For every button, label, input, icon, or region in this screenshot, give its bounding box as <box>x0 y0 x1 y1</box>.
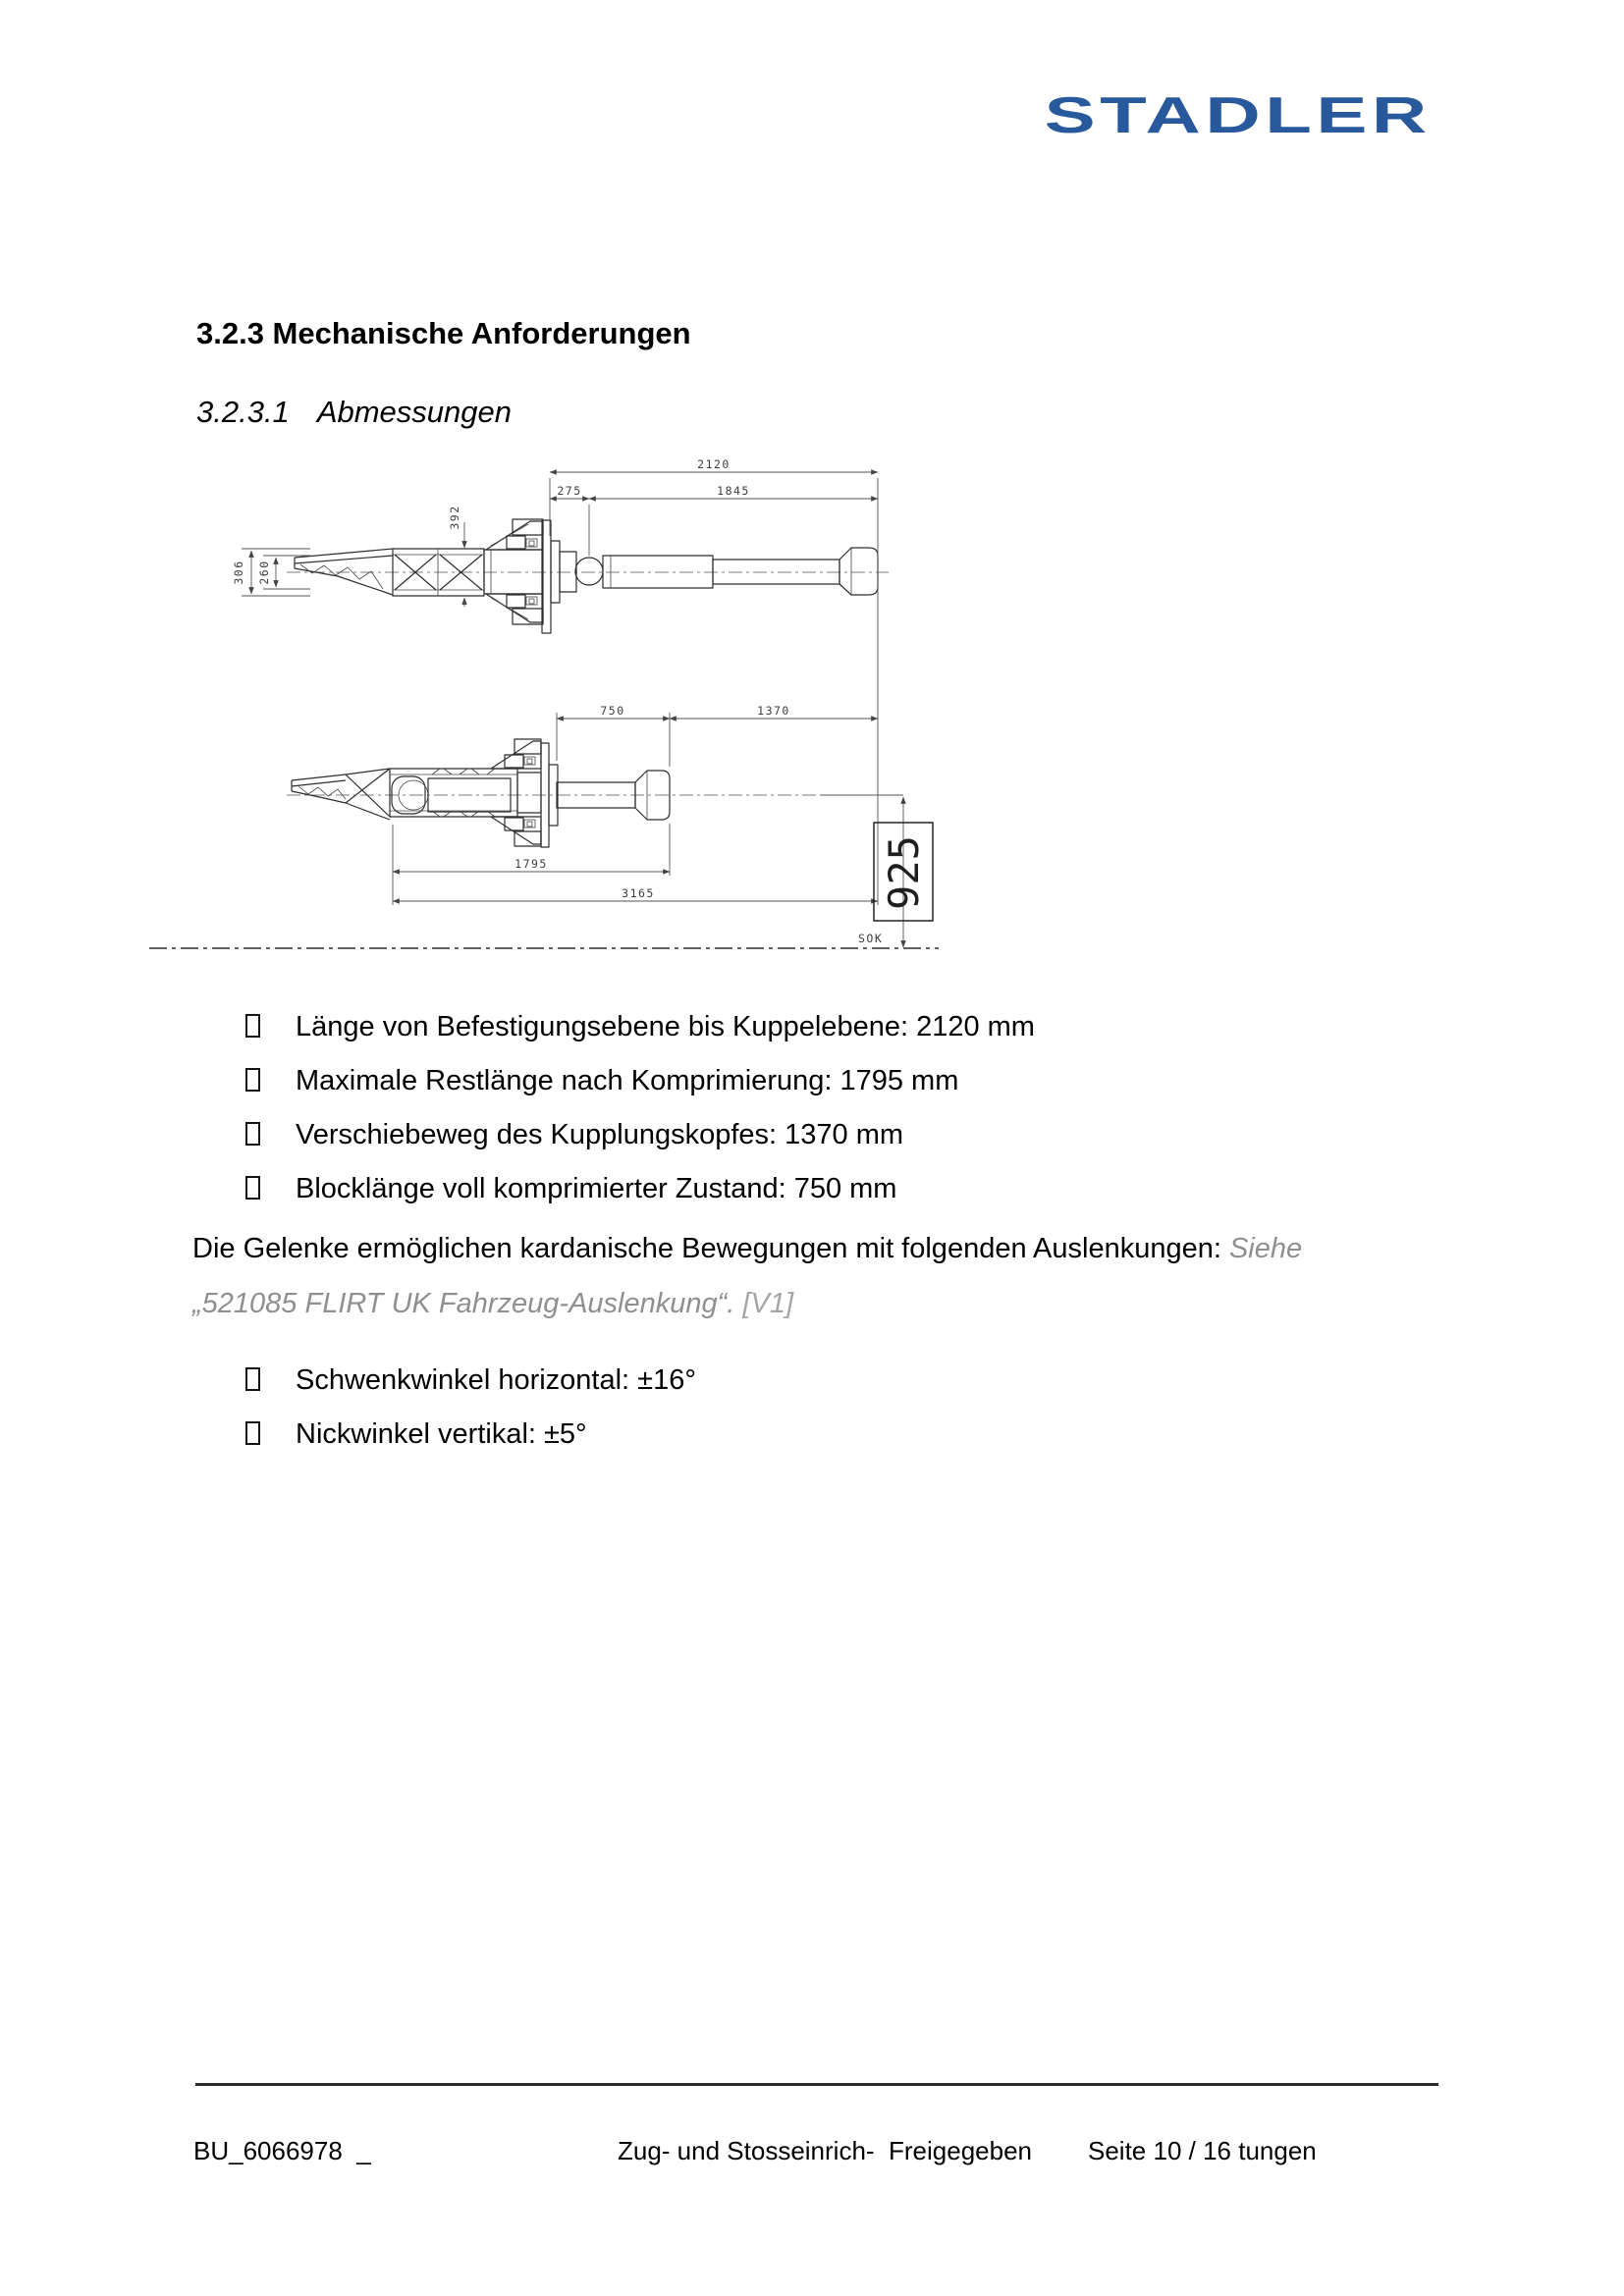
angle-bullet-list <box>245 1364 696 1472</box>
dim-label-3165: 3165 <box>622 886 655 900</box>
subsection-number: 3.2.3.1 <box>196 395 290 429</box>
list-item-text: Nickwinkel vertikal: ±5° <box>296 1418 587 1450</box>
paragraph-line-1 <box>192 1221 1469 1276</box>
dim-label-306: 306 <box>232 560 245 585</box>
list-item <box>245 1011 1035 1065</box>
paragraph-text: Die Gelenke ermöglichen kardanische Bewegungen mit folgenden Auslenkungen: <box>192 1233 1229 1264</box>
body-paragraph <box>192 1221 1469 1331</box>
dim-label-275: 275 <box>557 484 582 498</box>
bullet-marker-box <box>245 1014 260 1038</box>
list-item-text: Länge von Befestigungsebene bis Kuppelebene: 2120 mm <box>296 1011 1035 1042</box>
list-item <box>245 1065 1035 1119</box>
paragraph-line-2 <box>192 1276 1469 1331</box>
list-item <box>245 1364 696 1418</box>
view-compressed <box>149 704 939 948</box>
stadler-logo: STADLER <box>1044 87 1432 144</box>
reference-tag: [V1] <box>742 1288 794 1319</box>
section-heading: 3.2.3 Mechanische Anforderungen <box>196 316 691 350</box>
subsection-title: Abmessungen <box>316 395 512 429</box>
dim-label-1370: 1370 <box>757 704 790 718</box>
footer-document-id: BU_6066978 _ <box>193 2136 371 2165</box>
list-item <box>245 1173 1035 1227</box>
bullet-marker-box <box>245 1421 260 1445</box>
reference-text: Siehe <box>1228 1233 1303 1264</box>
footer-page-number: Seite 10 / 16 tungen <box>1088 2136 1317 2165</box>
dim-label-2120: 2120 <box>697 457 731 471</box>
list-item-text: Schwenkwinkel horizontal: ±16° <box>296 1364 696 1396</box>
list-item <box>245 1418 696 1472</box>
sok-label: SOK <box>858 932 884 945</box>
list-item-text: Verschiebeweg des Kupplungskopfes: 1370 mm <box>296 1119 904 1150</box>
dim-label-1795: 1795 <box>514 857 548 871</box>
list-item <box>245 1119 1035 1173</box>
bullet-marker-box <box>245 1122 260 1146</box>
reference-title: „521085 FLIRT UK Fahrzeug-Auslenkung“. <box>192 1288 743 1319</box>
view-extended <box>232 457 889 905</box>
dim-label-750: 750 <box>600 704 625 718</box>
bullet-marker-box <box>245 1176 260 1200</box>
dim-label-392: 392 <box>448 505 461 530</box>
dimension-bullet-list <box>245 1011 1035 1227</box>
list-item-text: Maximale Restlänge nach Komprimierung: 1795 mm <box>296 1065 959 1096</box>
coupler-technical-drawing <box>147 447 943 982</box>
footer-status: Freigegeben <box>889 2136 1032 2165</box>
dim-label-1845: 1845 <box>717 484 750 498</box>
bullet-marker-box <box>245 1367 260 1391</box>
bullet-marker-box <box>245 1068 260 1092</box>
dim-label-925: 925 <box>880 835 928 910</box>
subsection-heading <box>196 395 512 430</box>
dim-label-260: 260 <box>257 560 271 585</box>
footer-divider <box>195 2083 1438 2086</box>
footer-document-title: Zug- und Stosseinrich- <box>618 2136 875 2165</box>
list-item-text: Blocklänge voll komprimierter Zustand: 750 mm <box>296 1173 897 1204</box>
